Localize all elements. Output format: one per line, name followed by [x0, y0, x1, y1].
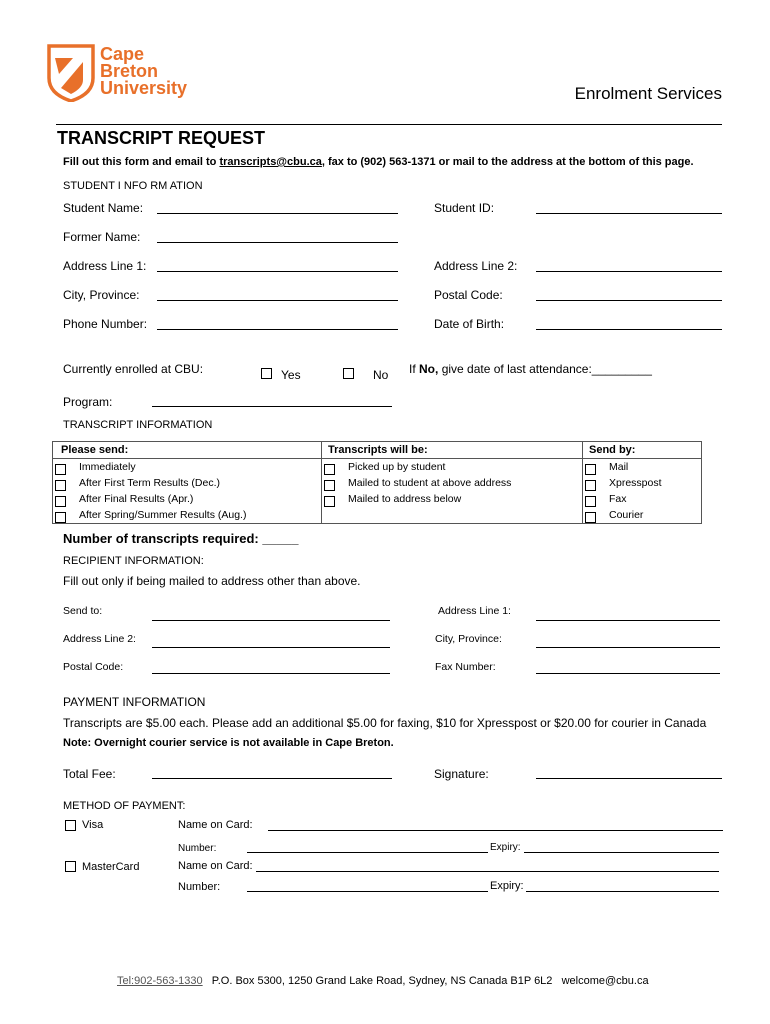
mastercard-name-label: Name on Card: — [178, 860, 253, 872]
postal-code-label: Postal Code: — [434, 288, 503, 302]
footer-address: P.O. Box 5300, 1250 Grand Lake Road, Sydney, NS Canada B1P 6L2 — [211, 975, 553, 987]
cbu-logo — [47, 44, 197, 104]
mastercard-name-field[interactable] — [256, 871, 719, 872]
signature-field[interactable] — [536, 778, 722, 779]
fax-option[interactable] — [583, 493, 701, 505]
after-final-option[interactable] — [53, 493, 321, 505]
recipient-address2-label: Address Line 2: — [63, 633, 136, 645]
mastercard-label: MasterCard — [82, 861, 140, 873]
recipient-postal-field[interactable] — [152, 673, 390, 674]
checkbox[interactable] — [585, 464, 596, 475]
send-immediately-option[interactable] — [53, 461, 321, 473]
enrolled-no-checkbox[interactable] — [343, 368, 354, 379]
recipient-address1-field[interactable] — [536, 620, 720, 621]
dob-label: Date of Birth: — [434, 317, 505, 331]
transcripts-will-be-header: Transcripts will be: — [322, 442, 583, 459]
last-attendance-label — [409, 362, 652, 376]
cbu-shield-icon — [47, 44, 95, 102]
checkbox[interactable] — [324, 464, 335, 475]
visa-label: Visa — [82, 819, 104, 831]
fees-text: Transcripts are $5.00 each. Please add an additional $5.00 for faxing, $10 for Xpresspost or $20.00 for courier in Canada — [63, 716, 707, 730]
footer-tel-link[interactable]: Tel:902-563-1330 — [117, 975, 203, 987]
mastercard-expiry-label: Expiry: — [490, 880, 524, 892]
recipient-postal-label: Postal Code: — [63, 661, 124, 673]
recipient-address1-label: Address Line 1: — [438, 605, 511, 617]
signature-label: Signature: — [434, 767, 489, 781]
last-attendance-pre: If — [409, 362, 420, 376]
mastercard-number-label: Number: — [178, 881, 221, 893]
visa-name-label: Name on Card: — [178, 819, 253, 831]
visa-number-field[interactable] — [247, 852, 488, 853]
option-label: Courier — [609, 509, 644, 521]
visa-expiry-field[interactable] — [524, 852, 719, 853]
recipient-fax-field[interactable] — [536, 673, 720, 674]
former-name-label: Former Name: — [63, 230, 141, 244]
student-name-field[interactable] — [157, 213, 398, 214]
recipient-city-field[interactable] — [536, 647, 720, 648]
visa-checkbox[interactable] — [65, 820, 76, 831]
department-name: Enrolment Services — [574, 84, 722, 103]
address-line2-label: Address Line 2: — [434, 259, 518, 273]
payment-info-title: PAYMENT INFORMATION — [63, 695, 206, 709]
option-label: After Spring/Summer Results (Aug.) — [79, 509, 247, 521]
recipient-fax-label: Fax Number: — [435, 661, 496, 673]
empty-cell — [322, 507, 583, 524]
student-name-label: Student Name: — [63, 201, 144, 215]
method-of-payment-title: METHOD OF PAYMENT: — [63, 800, 186, 812]
enrolled-no-label: No — [373, 368, 389, 382]
mastercard-checkbox[interactable] — [65, 861, 76, 872]
logo-line-2: Breton — [100, 61, 158, 81]
option-label: After First Term Results (Dec.) — [79, 477, 220, 489]
total-fee-label: Total Fee: — [63, 767, 116, 781]
program-label: Program: — [63, 395, 113, 409]
option-label: Fax — [609, 493, 627, 505]
enrolled-yes-checkbox[interactable] — [261, 368, 272, 379]
page-title: TRANSCRIPT REQUEST — [57, 128, 266, 148]
recipient-city-label: City, Province: — [435, 633, 502, 645]
mastercard-number-field[interactable] — [247, 891, 488, 892]
footer — [117, 975, 649, 987]
address-line1-field[interactable] — [157, 271, 398, 272]
courier-note: Note: Overnight courier service is not available in Cape Breton. — [63, 737, 394, 749]
mailed-below-option[interactable] — [322, 493, 582, 505]
visa-number-label: Number: — [178, 843, 217, 854]
option-label: Picked up by student — [348, 461, 446, 473]
mailed-above-option[interactable] — [322, 477, 582, 489]
checkbox[interactable] — [585, 512, 596, 523]
visa-expiry-label: Expiry: — [490, 842, 521, 853]
recipient-address2-field[interactable] — [152, 647, 390, 648]
option-label: Mailed to student at above address — [348, 477, 512, 489]
checkbox[interactable] — [324, 496, 335, 507]
after-first-term-option[interactable] — [53, 477, 321, 489]
checkbox[interactable] — [55, 512, 66, 523]
send-by-header: Send by: — [583, 442, 702, 459]
student-id-field[interactable] — [536, 213, 722, 214]
instructions — [63, 156, 694, 168]
transcript-options-table — [52, 441, 702, 524]
student-id-label: Student ID: — [434, 201, 495, 215]
after-spring-option[interactable] — [53, 509, 321, 521]
city-province-label: City, Province: — [63, 288, 140, 302]
dob-field[interactable] — [536, 329, 722, 330]
option-label: Xpresspost — [609, 477, 662, 489]
checkbox[interactable] — [585, 480, 596, 491]
last-attendance-post: give date of last attendance:_________ — [438, 362, 652, 376]
enrolled-yes-label: Yes — [281, 368, 301, 382]
option-label: Mailed to address below — [348, 493, 462, 505]
send-to-field[interactable] — [152, 620, 390, 621]
header-rule — [56, 124, 722, 125]
number-required[interactable]: Number of transcripts required: _____ — [63, 531, 299, 546]
courier-option[interactable] — [583, 509, 701, 521]
former-name-field[interactable] — [157, 242, 398, 243]
please-send-header: Please send: — [53, 442, 322, 459]
total-fee-field[interactable] — [152, 778, 392, 779]
address-line2-field[interactable] — [536, 271, 722, 272]
enrolled-label: Currently enrolled at CBU: — [63, 362, 204, 376]
recipient-info-title: RECIPIENT INFORMATION: — [63, 555, 204, 567]
phone-label: Phone Number: — [63, 317, 148, 331]
send-to-label: Send to: — [63, 605, 103, 617]
postal-code-field[interactable] — [536, 300, 722, 301]
checkbox[interactable] — [324, 480, 335, 491]
instructions-text-pre: Fill out this form and email to — [63, 156, 220, 168]
visa-name-field[interactable] — [268, 830, 723, 831]
option-label: After Final Results (Apr.) — [79, 493, 194, 505]
last-attendance-no: No, — [419, 362, 439, 376]
checkbox[interactable] — [55, 464, 66, 475]
option-label: Mail — [609, 461, 629, 473]
logo-line-3: University — [100, 78, 188, 98]
mail-option[interactable] — [583, 461, 701, 473]
xpresspost-option[interactable] — [583, 477, 701, 489]
checkbox[interactable] — [585, 496, 596, 507]
checkbox[interactable] — [55, 496, 66, 507]
mastercard-expiry-field[interactable] — [526, 891, 719, 892]
transcripts-email-link[interactable]: transcripts@cbu.ca — [219, 156, 322, 168]
city-province-field[interactable] — [157, 300, 398, 301]
recipient-note: Fill out only if being mailed to address other than above. — [63, 574, 361, 588]
address-line1-label: Address Line 1: — [63, 259, 147, 273]
student-info-title: STUDENT I NFO RM ATION — [63, 180, 203, 192]
option-label: Immediately — [79, 461, 136, 473]
footer-email-link[interactable]: welcome@cbu.ca — [561, 975, 649, 987]
phone-field[interactable] — [157, 329, 398, 330]
program-field[interactable] — [152, 406, 392, 407]
instructions-text-post: , fax to (902) 563-1371 or mail to the address at the bottom of this page. — [321, 156, 694, 168]
transcript-info-title: TRANSCRIPT INFORMATION — [63, 419, 213, 431]
checkbox[interactable] — [55, 480, 66, 491]
logo-line-1: Cape — [100, 44, 145, 64]
picked-up-option[interactable] — [322, 461, 582, 473]
